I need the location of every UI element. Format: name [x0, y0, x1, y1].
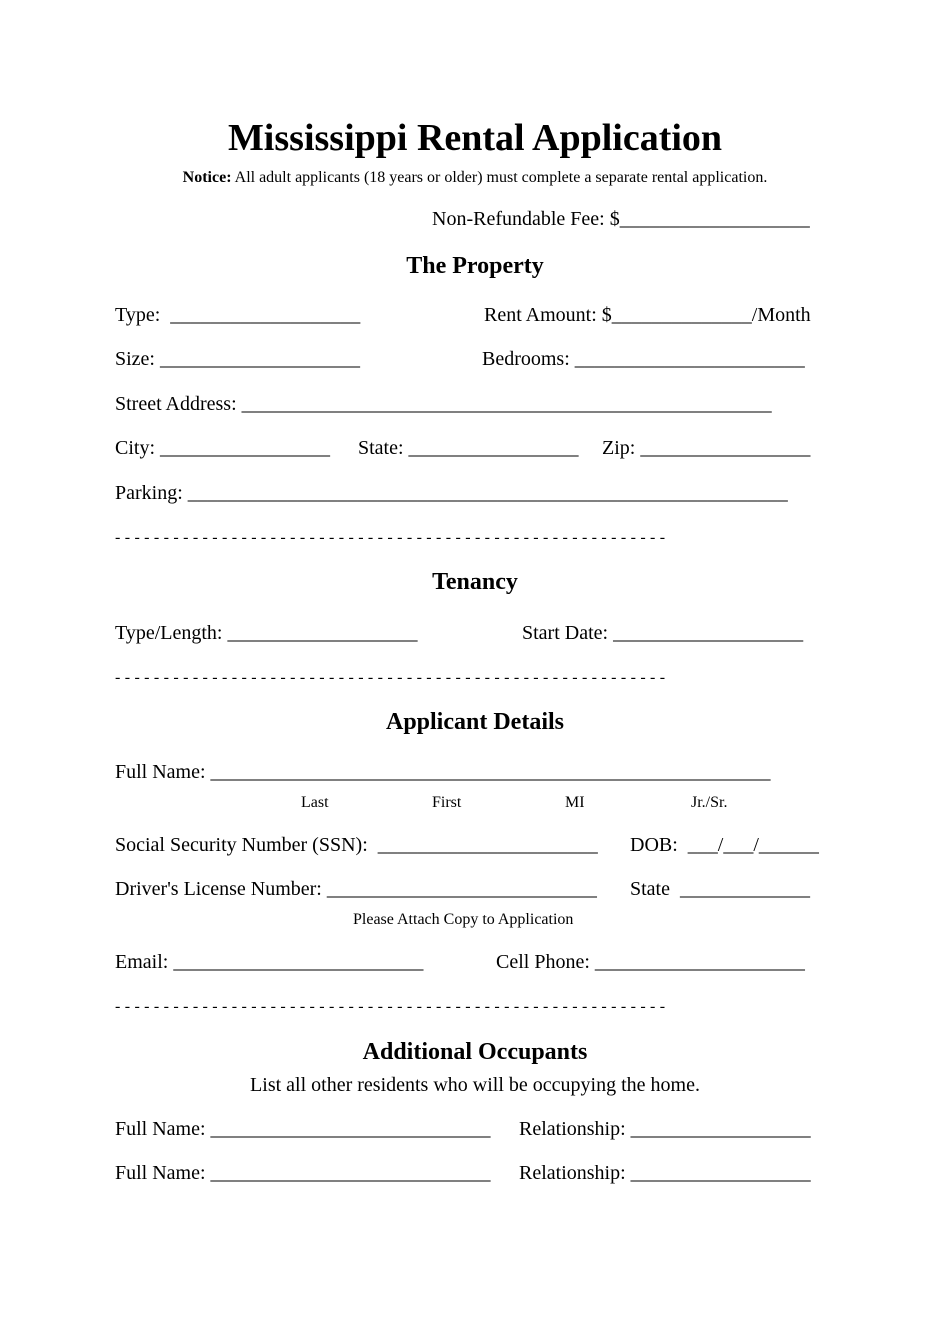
- section-divider: - - - - - - - - - - - - - - - - - - - - - - - - - - - - - - - - - - - - - - - - - - - - - - - - - - - - - - - - -: [115, 529, 666, 546]
- occupant-name-field[interactable]: Full Name: ____________________________: [115, 1118, 491, 1140]
- type-length-field[interactable]: Type/Length: ___________________: [115, 622, 418, 644]
- state-field[interactable]: State: _________________: [358, 437, 579, 459]
- occupant-relationship-field[interactable]: Relationship: __________________: [519, 1162, 811, 1184]
- property-type-field[interactable]: Type: ___________________: [115, 304, 361, 326]
- dob-field[interactable]: DOB: ___/___/______: [630, 834, 819, 856]
- name-part-suffix: Jr./Sr.: [691, 794, 728, 811]
- notice-text: All adult applicants (18 years or older) must complete a separate rental application.: [231, 169, 768, 186]
- section-divider: - - - - - - - - - - - - - - - - - - - - - - - - - - - - - - - - - - - - - - - - - - - - - - - - - - - - - - - - -: [115, 998, 666, 1015]
- name-part-first: First: [432, 794, 462, 811]
- occupants-subtitle: List all other residents who will be occupying the home.: [250, 1074, 700, 1096]
- attach-copy-note: Please Attach Copy to Application: [353, 911, 574, 928]
- occupant-name-field[interactable]: Full Name: ____________________________: [115, 1162, 491, 1184]
- start-date-field[interactable]: Start Date: ___________________: [522, 622, 804, 644]
- tenancy-heading: Tenancy: [432, 569, 518, 595]
- notice: [0, 169, 950, 187]
- name-part-last: Last: [301, 794, 329, 811]
- cell-phone-field[interactable]: Cell Phone: _____________________: [496, 951, 805, 973]
- occupant-relationship-field[interactable]: Relationship: __________________: [519, 1118, 811, 1140]
- page-title: Mississippi Rental Application: [227, 117, 723, 159]
- applicant-heading: Applicant Details: [385, 709, 564, 735]
- license-state-field[interactable]: State _____________: [630, 878, 810, 900]
- drivers-license-field[interactable]: Driver's License Number: ___________________________: [115, 878, 597, 900]
- size-field[interactable]: Size: ____________________: [115, 348, 360, 370]
- notice-label: Notice:: [182, 169, 232, 186]
- rent-amount-field[interactable]: Rent Amount: $______________/Month: [484, 304, 811, 326]
- street-address-field[interactable]: Street Address: _____________________________________________________: [115, 393, 772, 415]
- parking-field[interactable]: Parking: ____________________________________________________________: [115, 482, 788, 504]
- email-field[interactable]: Email: _________________________: [115, 951, 424, 973]
- bedrooms-field[interactable]: Bedrooms: _______________________: [482, 348, 805, 370]
- zip-field[interactable]: Zip: _________________: [602, 437, 811, 459]
- ssn-field[interactable]: Social Security Number (SSN): ______________________: [115, 834, 598, 856]
- section-divider: - - - - - - - - - - - - - - - - - - - - - - - - - - - - - - - - - - - - - - - - - - - - - - - - - - - - - - - - -: [115, 669, 666, 686]
- fee-field[interactable]: Non-Refundable Fee: $___________________: [432, 208, 810, 230]
- occupants-heading: Additional Occupants: [362, 1039, 588, 1065]
- city-field[interactable]: City: _________________: [115, 437, 331, 459]
- name-part-mi: MI: [565, 794, 585, 811]
- property-heading: The Property: [406, 253, 544, 279]
- full-name-field[interactable]: Full Name: ________________________________________________________: [115, 761, 771, 783]
